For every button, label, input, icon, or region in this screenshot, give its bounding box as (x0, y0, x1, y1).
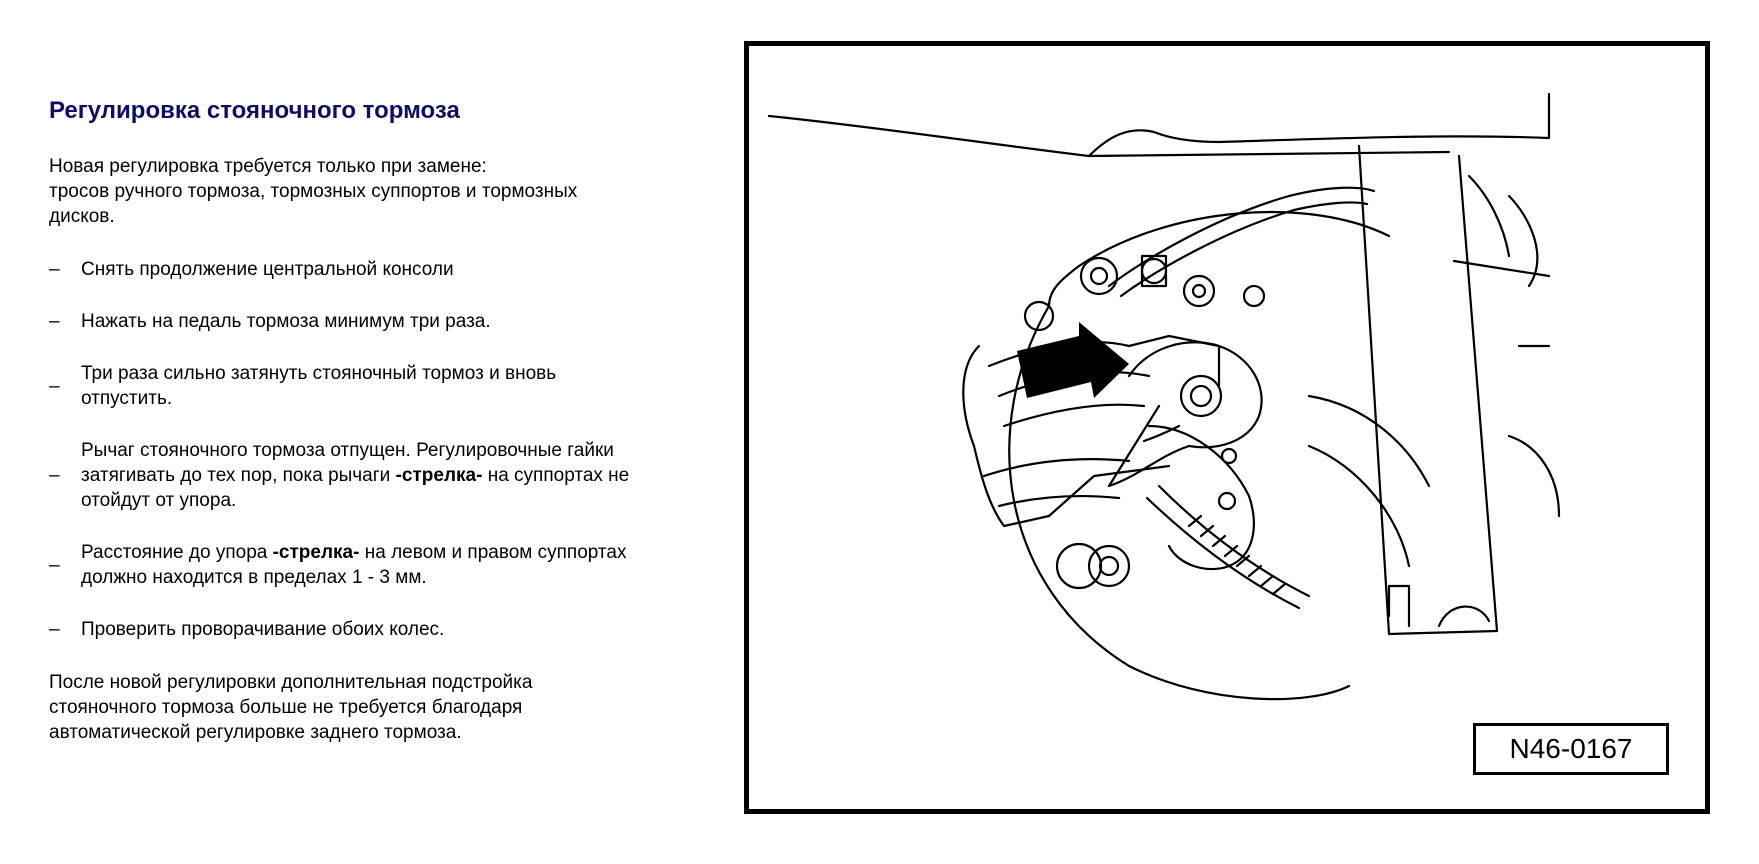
page-title: Регулировка стояночного тормоза (49, 97, 460, 124)
arrow-reference-bold: -стрелка- (395, 465, 483, 486)
step-dash: – (49, 375, 60, 397)
step-text (81, 540, 729, 590)
outro-line-2: стояночного тормоза больше не требуется благодаря (49, 697, 523, 718)
step-text (81, 438, 729, 513)
intro-line-2: тросов ручного тормоза, тормозных суппортов и тормозных (49, 181, 578, 202)
intro-line-1: Новая регулировка требуется только при замене: (49, 156, 487, 177)
step-text-part: Снять продолжение центральной консоли (81, 259, 454, 280)
steps-list (49, 257, 729, 642)
step-item-2 (49, 309, 729, 334)
outro-line-3: автоматической регулировке заднего тормоза. (49, 722, 462, 743)
step-text-part: Проверить проворачивание обоих колес. (81, 619, 445, 640)
arrow-reference-bold: -стрелка- (272, 542, 360, 563)
instructions-column (49, 96, 729, 745)
step-dash: – (49, 259, 60, 280)
step-text-part: на левом и правом суппортах (359, 542, 627, 563)
step-text-part: отпустить. (81, 388, 173, 409)
step-text (81, 617, 729, 642)
step-dash: – (49, 311, 60, 332)
figure-code-label: N46-0167 (1473, 723, 1669, 775)
step-item-3 (49, 361, 729, 411)
outro-line-1: После новой регулировки дополнительная подстройка (49, 672, 533, 693)
step-dash: – (49, 465, 60, 486)
step-text-part: отойдут от упора. (81, 490, 237, 511)
step-text-part: затягивать до тех пор, пока рычаги (81, 465, 396, 486)
step-text-part: Нажать на педаль тормоза минимум три раза. (81, 311, 491, 332)
step-item-5 (49, 540, 729, 590)
intro-line-3: дисков. (49, 206, 115, 227)
caliper-drawing (749, 46, 1705, 809)
step-item-6 (49, 617, 729, 642)
step-text-part: должно находится в пределах 1 - 3 мм. (81, 567, 427, 588)
intro-paragraph (49, 154, 729, 229)
step-text (81, 257, 729, 282)
step-text-part: Расстояние до упора (81, 542, 273, 563)
step-item-1 (49, 257, 729, 282)
step-text (81, 309, 729, 334)
step-text-part: Три раза сильно затянуть стояночный тормоз и вновь (81, 363, 557, 384)
step-text-part: Рычаг стояночного тормоза отпущен. Регулировочные гайки (81, 440, 614, 461)
step-text-part: на суппортах не (482, 465, 630, 486)
step-dash: – (49, 619, 60, 640)
outro-paragraph (49, 670, 729, 745)
step-text (81, 361, 729, 411)
step-item-4 (49, 438, 729, 513)
step-dash: – (49, 554, 60, 576)
brake-caliper-illustration (744, 41, 1710, 814)
